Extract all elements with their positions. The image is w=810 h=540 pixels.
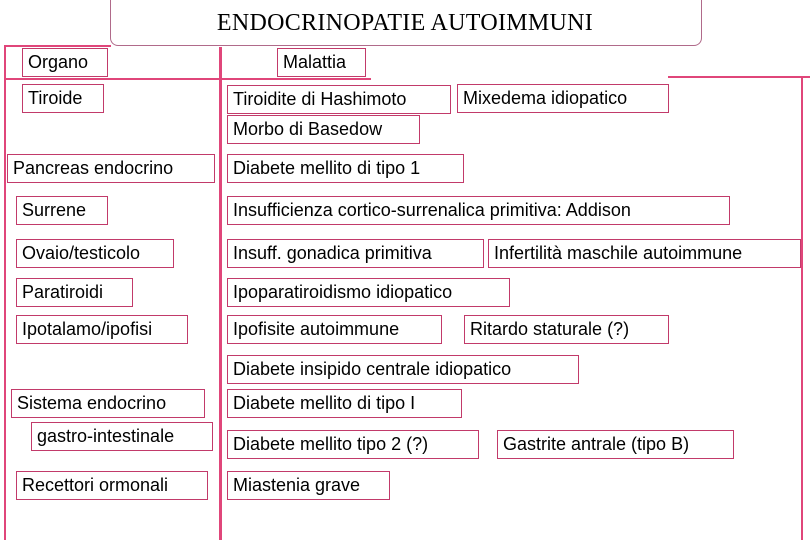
disease-ritardo-staturale: Ritardo staturale (?): [464, 315, 669, 344]
disease-ipoparatiroidismo: Ipoparatiroidismo idiopatico: [227, 278, 510, 307]
header-underline-right: [668, 76, 810, 78]
disease-diabete-tipo-I: Diabete mellito di tipo I: [227, 389, 462, 418]
organ-surrene: Surrene: [16, 196, 108, 225]
organ-pancreas: Pancreas endocrino: [7, 154, 215, 183]
page-title: ENDOCRINOPATIE AUTOIMMUNI: [216, 10, 594, 36]
table-top-border: [4, 45, 111, 47]
table-right-border: [801, 78, 803, 540]
disease-infertilita: Infertilità maschile autoimmune: [488, 239, 801, 268]
organ-gastro-intestinale: gastro-intestinale: [31, 422, 213, 451]
organ-ovaio-testicolo: Ovaio/testicolo: [16, 239, 174, 268]
disease-basedow: Morbo di Basedow: [227, 115, 420, 144]
header-disease: Malattia: [277, 48, 366, 77]
disease-diabete-insipido: Diabete insipido centrale idiopatico: [227, 355, 579, 384]
disease-insuff-gonadica: Insuff. gonadica primitiva: [227, 239, 484, 268]
organ-sistema-endocrino: Sistema endocrino: [11, 389, 205, 418]
disease-miastenia: Miastenia grave: [227, 471, 390, 500]
column-divider: [219, 47, 222, 540]
header-underline: [4, 78, 371, 80]
disease-mixedema: Mixedema idiopatico: [457, 84, 669, 113]
organ-recettori-ormonali: Recettori ormonali: [16, 471, 208, 500]
table-left-border: [4, 45, 6, 540]
organ-paratiroidi: Paratiroidi: [16, 278, 133, 307]
disease-gastrite-antrale: Gastrite antrale (tipo B): [497, 430, 734, 459]
header-organ: Organo: [22, 48, 108, 77]
disease-diabete-tipo-2: Diabete mellito tipo 2 (?): [227, 430, 479, 459]
organ-ipotalamo-ipofisi: Ipotalamo/ipofisi: [16, 315, 188, 344]
organ-tiroide: Tiroide: [22, 84, 104, 113]
disease-ipofisite: Ipofisite autoimmune: [227, 315, 442, 344]
disease-addison: Insufficienza cortico-surrenalica primitiva: Addison: [227, 196, 730, 225]
disease-diabete-tipo-1: Diabete mellito di tipo 1: [227, 154, 464, 183]
disease-hashimoto: Tiroidite di Hashimoto: [227, 85, 451, 114]
